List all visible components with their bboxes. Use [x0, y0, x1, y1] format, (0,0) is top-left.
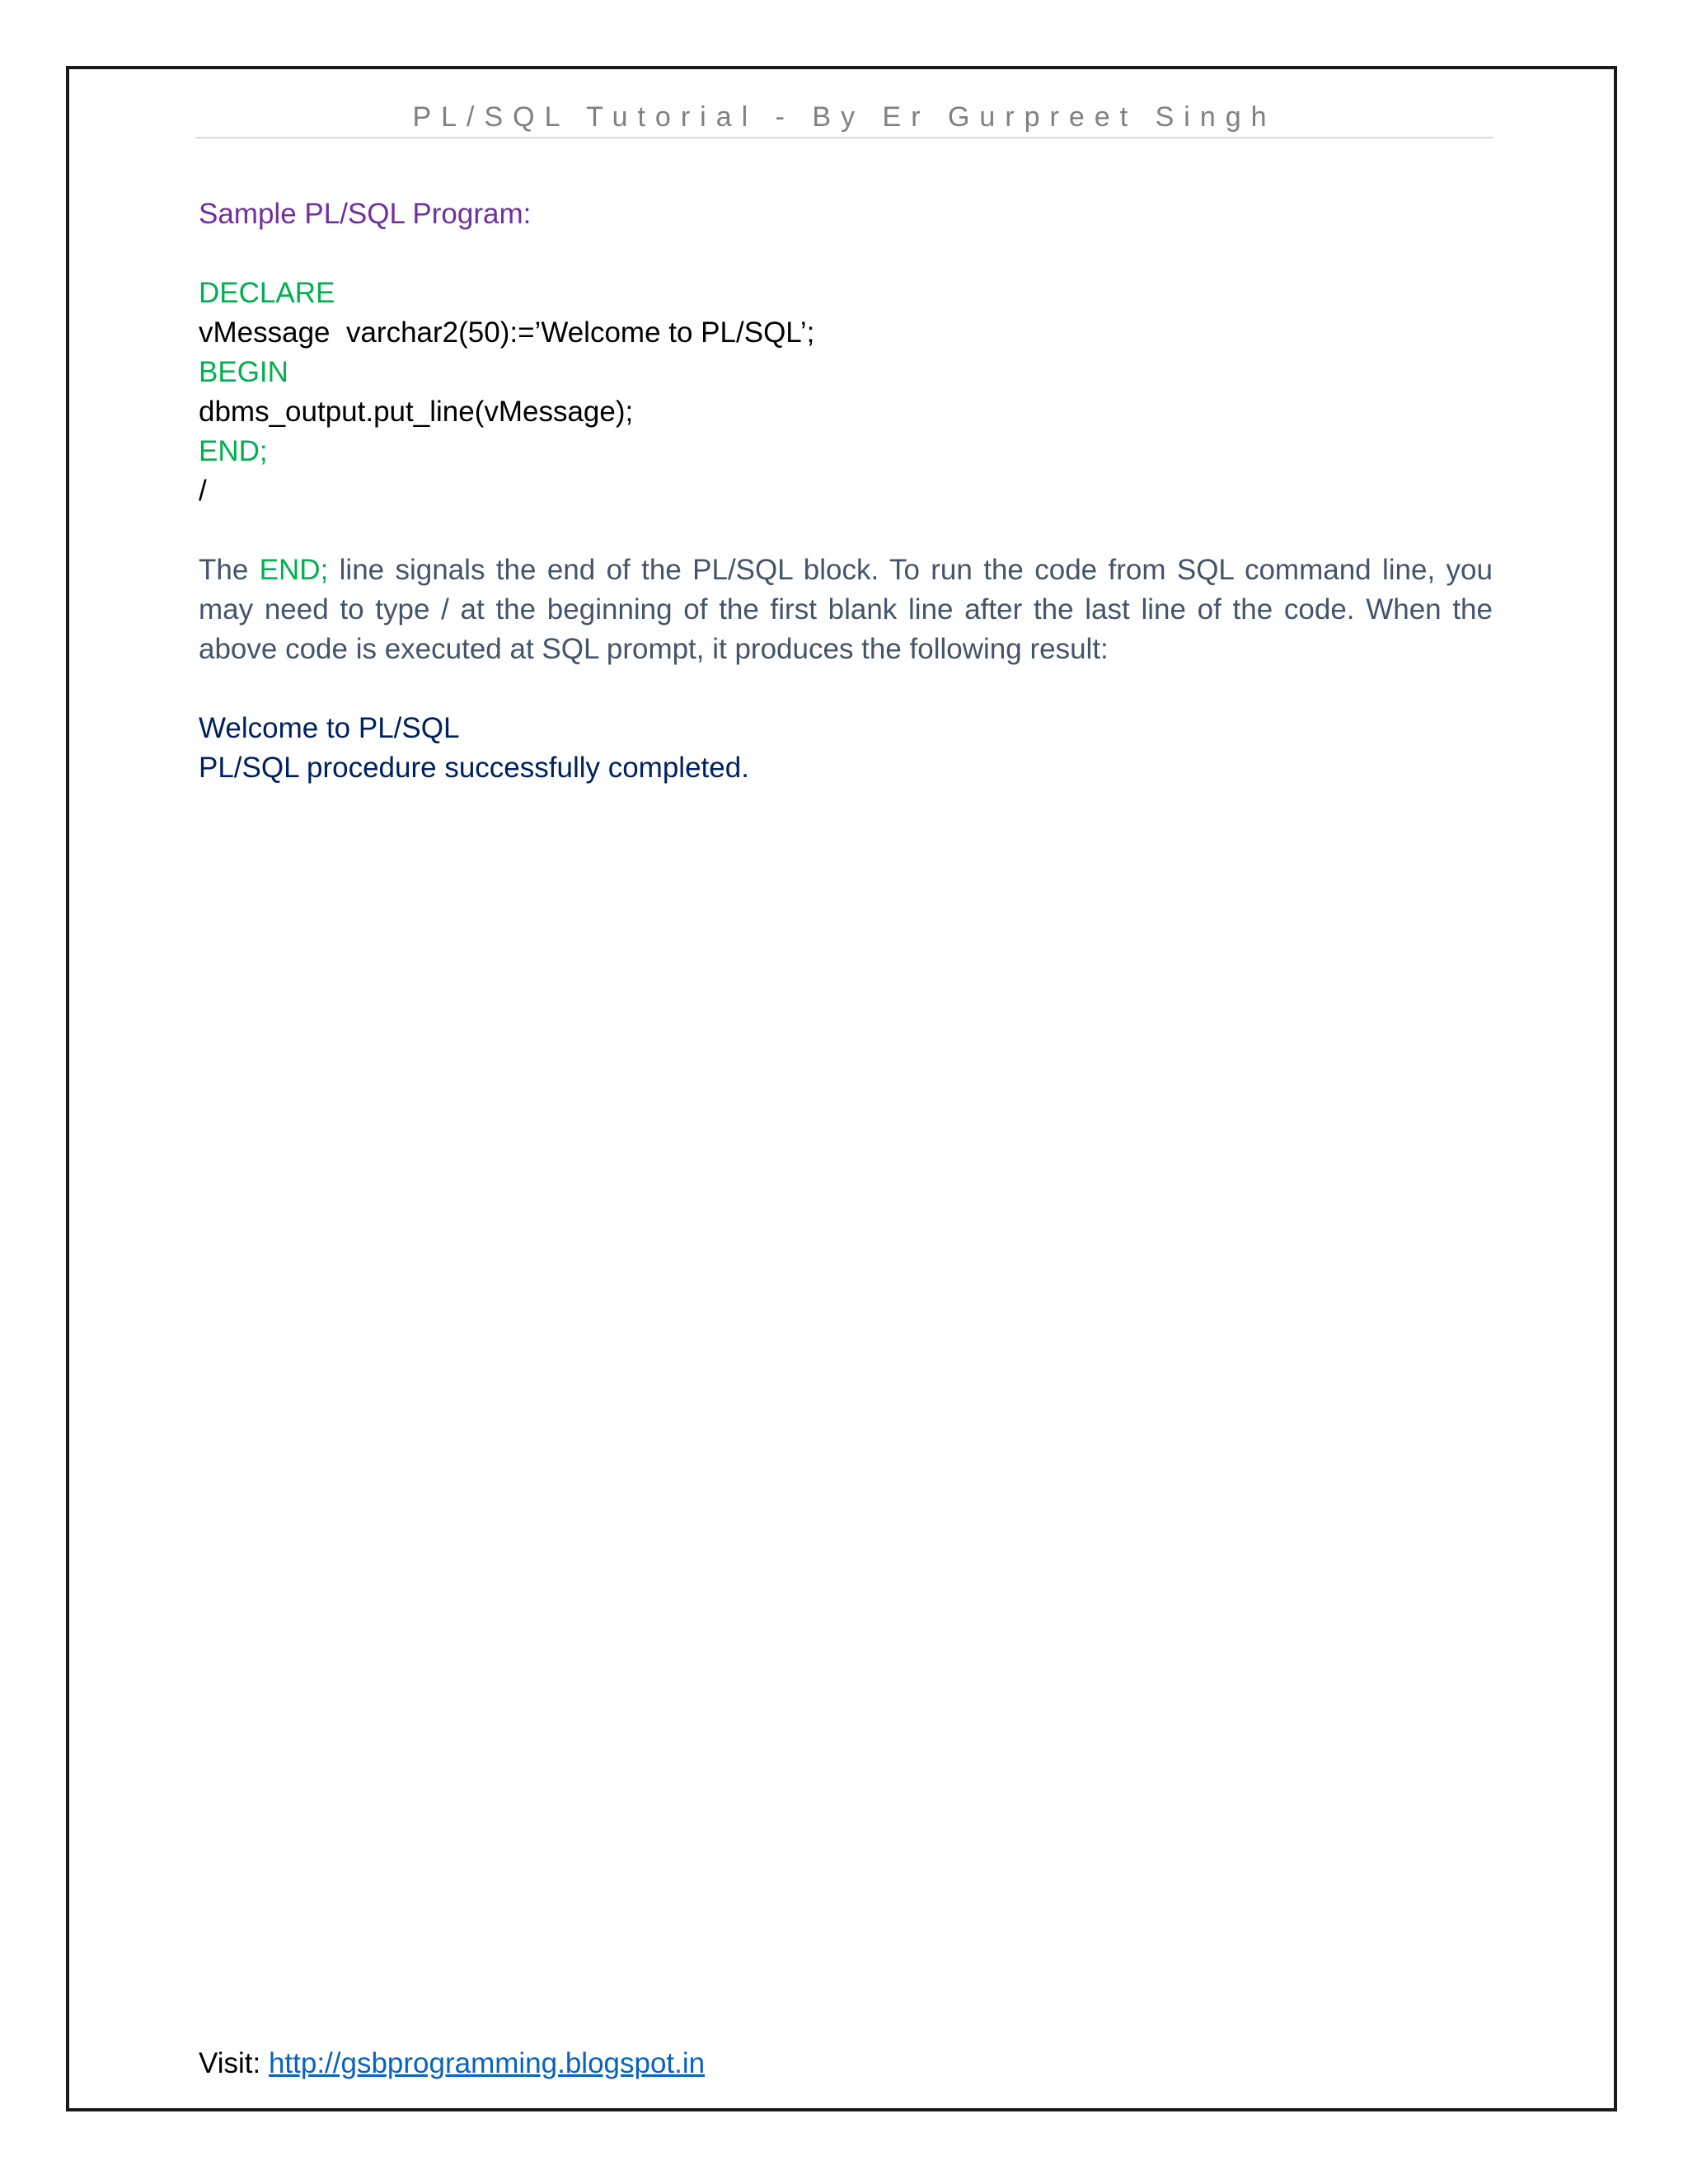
explanation-keyword: END; — [259, 554, 329, 586]
code-line-slash: / — [199, 475, 207, 507]
code-block — [199, 274, 1493, 511]
output-line-welcome: Welcome to PL/SQL — [199, 712, 460, 744]
explanation-text: line signals the end of the PL/SQL block. To run the code from SQL command line, you may need to type / at the beginning of the first blank line after the last line of the code. When the above code is executed at SQL prompt, it produces the following result: — [199, 554, 1493, 665]
code-line-output: dbms_output.put_line(vMessage); — [199, 396, 634, 428]
header-divider — [195, 137, 1493, 138]
explanation-prefix: The — [199, 554, 260, 586]
footer-link[interactable]: http://gsbprogramming.blogspot.in — [268, 2047, 706, 2079]
page-header: PL/SQL Tutorial - By Er Gurpreet Singh — [412, 101, 1277, 133]
explanation-paragraph — [199, 551, 1493, 669]
output-block — [199, 709, 1493, 788]
section-title: Sample PL/SQL Program: — [199, 198, 532, 230]
output-line-completed: PL/SQL procedure successfully completed. — [199, 752, 749, 784]
code-line-end: END; — [199, 435, 268, 467]
code-line-declare: DECLARE — [199, 277, 335, 309]
page-footer — [199, 2044, 705, 2083]
code-line-variable: vMessage varchar2(50):=’Welcome to PL/SQL’; — [199, 316, 815, 349]
code-line-begin: BEGIN — [199, 356, 288, 388]
page-content — [199, 194, 1493, 788]
footer-label: Visit: — [199, 2047, 269, 2079]
